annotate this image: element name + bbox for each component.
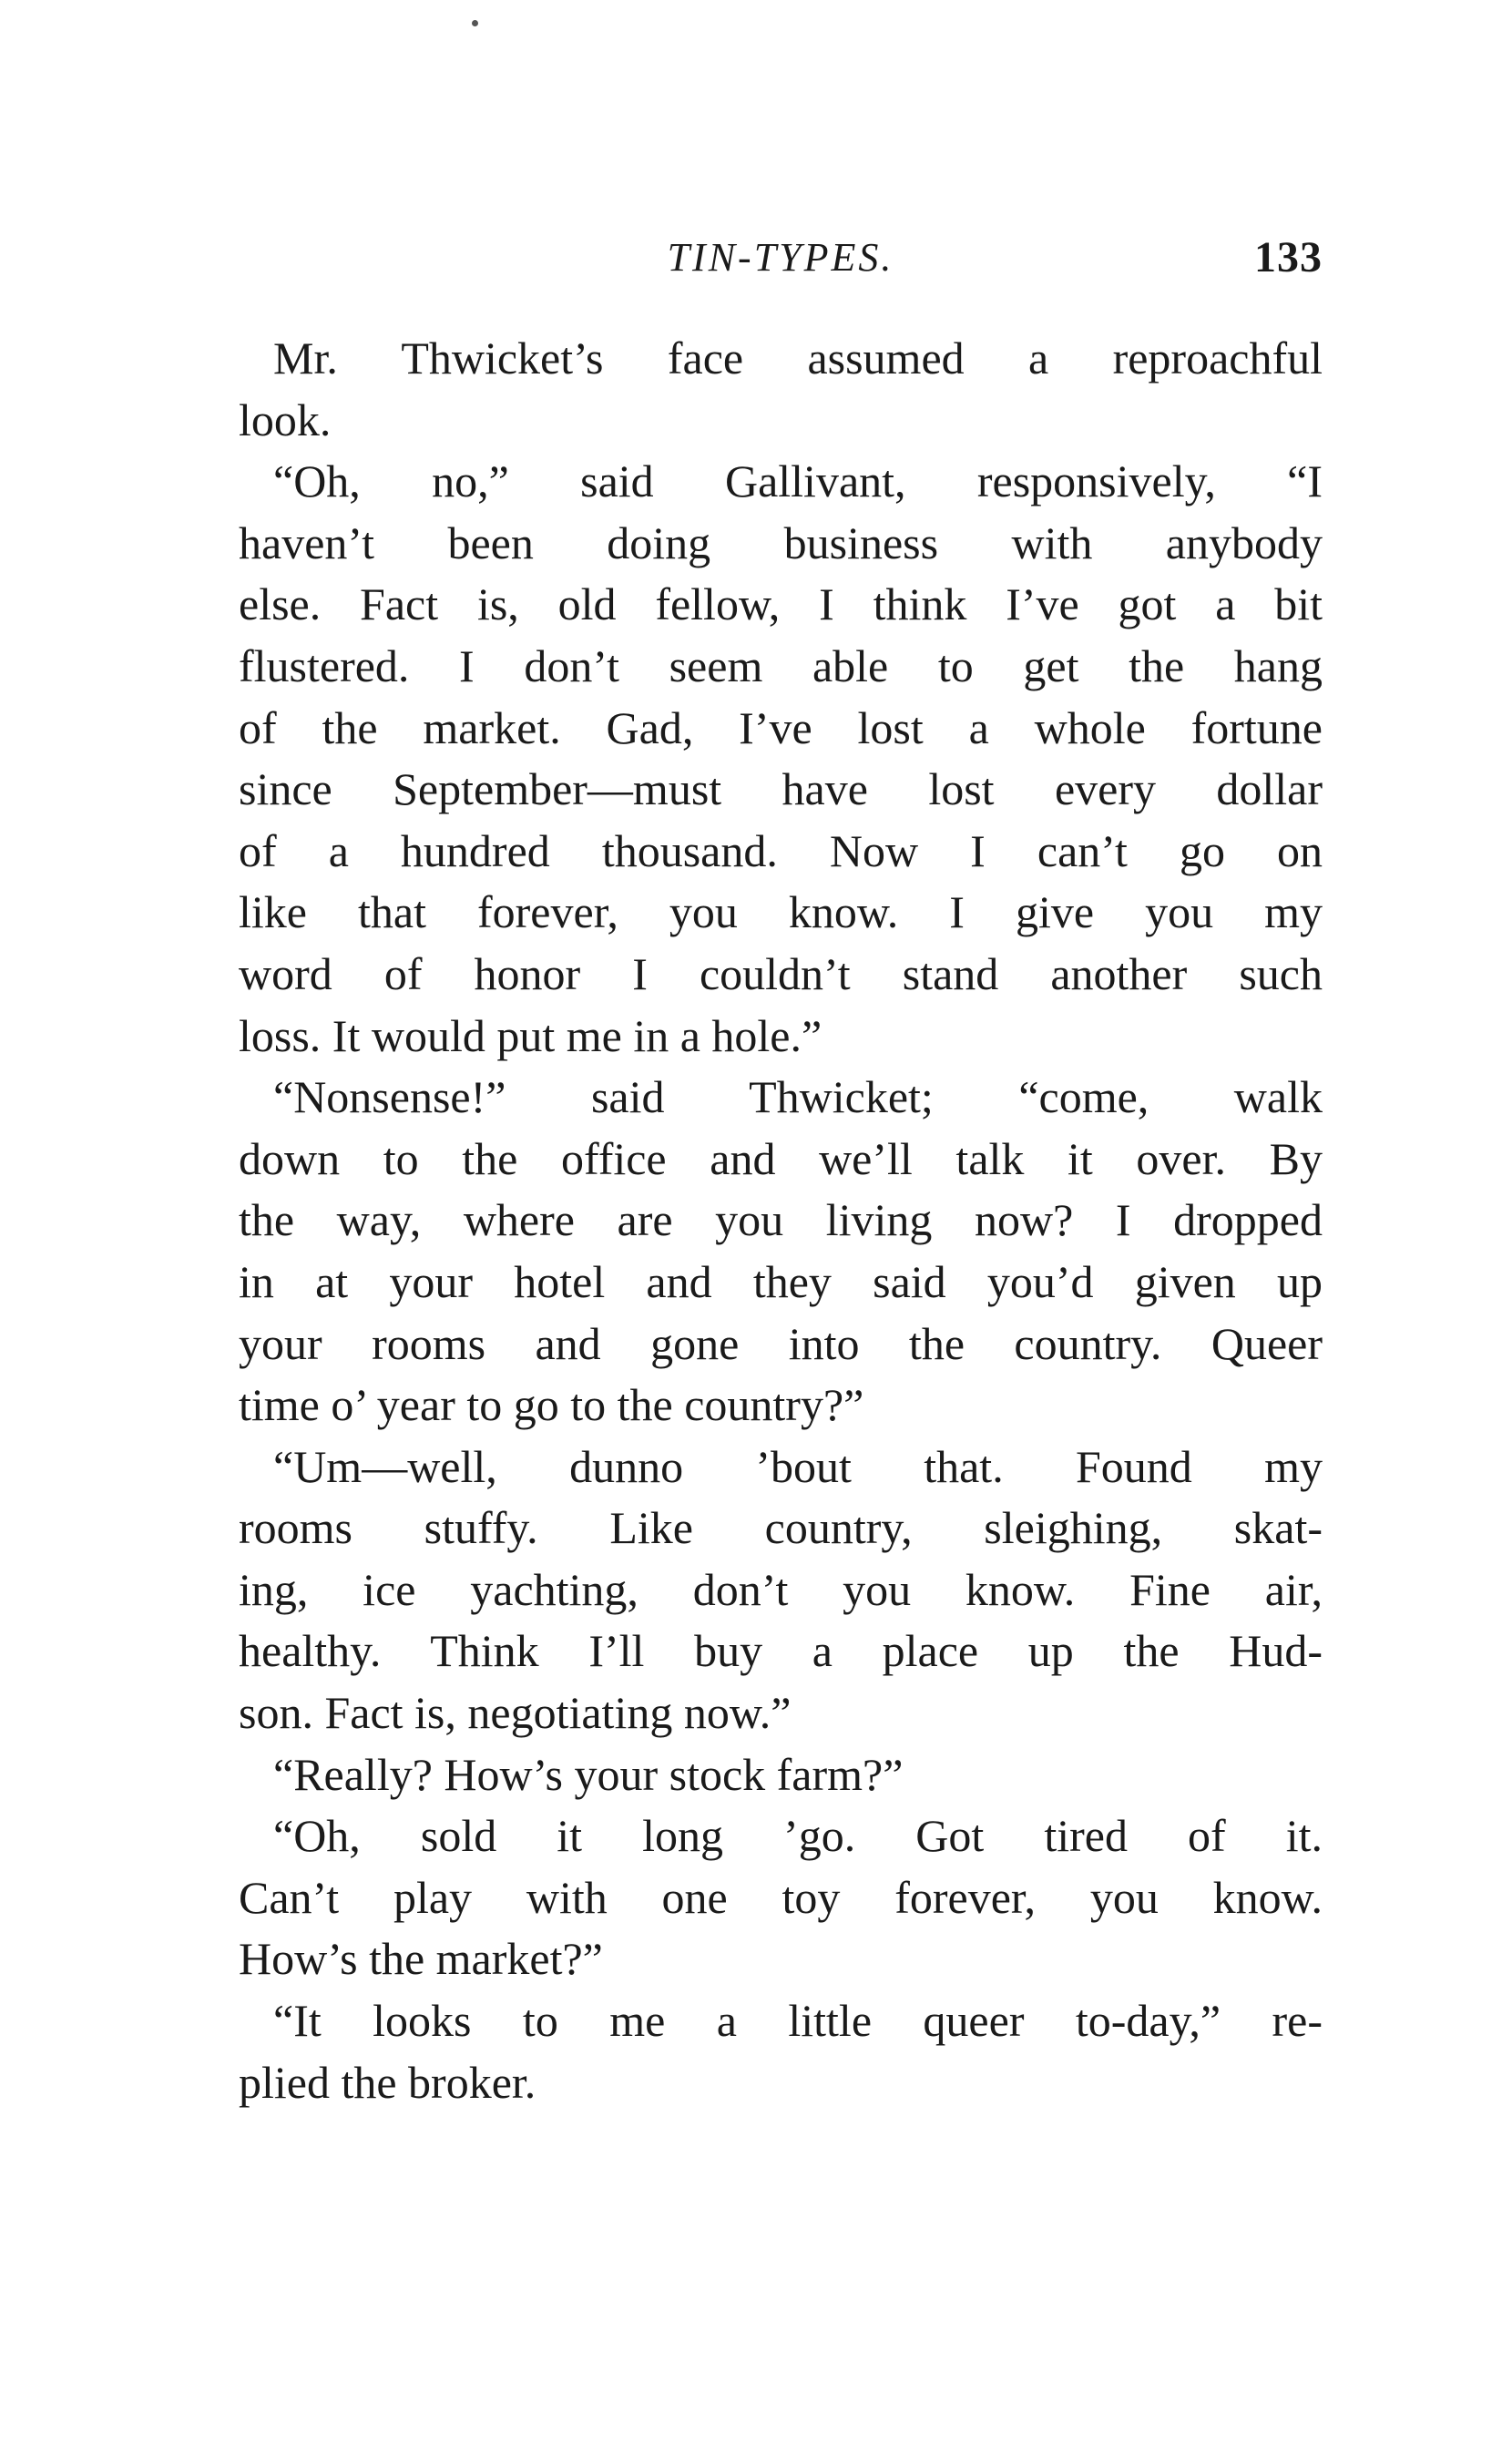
text-line: else. Fact is, old fellow, I think I’ve got a bit: [239, 578, 1323, 630]
text-line: Mr. Thwicket’s face assumed a reproachful: [273, 332, 1323, 383]
text-line: “Oh, sold it long ’go. Got tired of it.: [273, 1810, 1323, 1862]
text-line: haven’t been doing business with anybody: [239, 516, 1323, 568]
text-line: “Oh, no,” said Gallivant, responsively, “I: [273, 455, 1323, 507]
text-line: plied the broker.: [239, 2056, 536, 2108]
page-number: 133: [1254, 233, 1323, 281]
text-line: of a hundred thousand. Now I can’t go on: [239, 824, 1323, 876]
text-line: down to the office and we’ll talk it over. By: [239, 1132, 1323, 1184]
text-line: your rooms and gone into the country. Queer: [239, 1317, 1323, 1369]
text-line: son. Fact is, negotiating now.”: [239, 1687, 792, 1739]
text-line: How’s the market?”: [239, 1933, 603, 1985]
text-line: word of honor I couldn’t stand another such: [239, 947, 1323, 999]
body-text: [239, 328, 1323, 2113]
text-line: “Nonsense!” said Thwicket; “come, walk: [273, 1071, 1323, 1123]
text-line: since September—must have lost every dollar: [239, 763, 1323, 815]
text-line: time o’ year to go to the country?”: [239, 1379, 864, 1431]
text-line: rooms stuffy. Like country, sleighing, skat-: [239, 1502, 1323, 1554]
text-line: of the market. Gad, I’ve lost a whole fortune: [239, 701, 1323, 753]
text-line: flustered. I don’t seem able to get the hang: [239, 639, 1323, 691]
text-line: look.: [239, 394, 332, 445]
text-line: “Really? How’s your stock farm?”: [273, 1748, 904, 1800]
text-line: “It looks to me a little queer to-day,” re-: [273, 1995, 1323, 2047]
running-head: [239, 226, 1323, 290]
text-line: like that forever, you know. I give you my: [239, 886, 1323, 938]
text-line: in at your hotel and they said you’d given up: [239, 1255, 1323, 1307]
text-line: “Um—well, dunno ’bout that. Found my: [273, 1440, 1323, 1492]
text-line: ing, ice yachting, don’t you know. Fine air,: [239, 1563, 1323, 1615]
ink-speck: [472, 20, 478, 26]
text-line: healthy. Think I’ll buy a place up the Hud-: [239, 1625, 1323, 1677]
text-line: loss. It would put me in a hole.”: [239, 1009, 822, 1061]
running-title: TIN-TYPES.: [667, 235, 894, 280]
text-line: the way, where are you living now? I dropped: [239, 1194, 1323, 1246]
text-line: Can’t play with one toy forever, you know.: [239, 1871, 1323, 1923]
